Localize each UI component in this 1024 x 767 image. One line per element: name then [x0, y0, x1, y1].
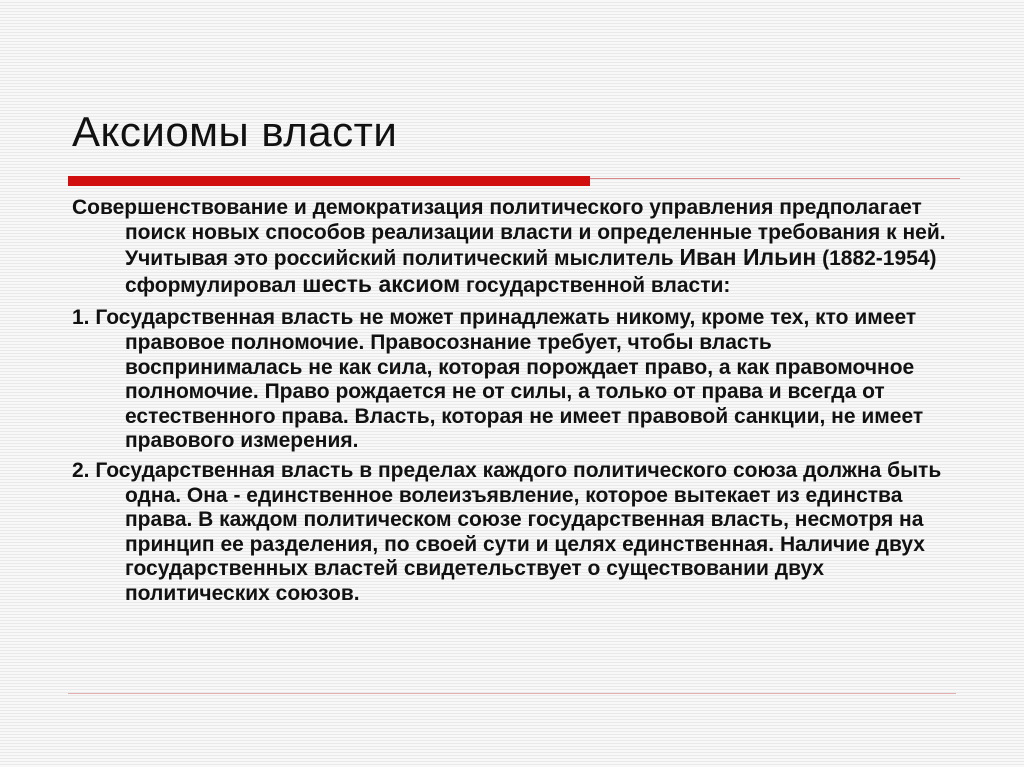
title-underline-thin	[590, 178, 960, 179]
intro-name: Иван Ильин	[679, 244, 817, 271]
title-underline-accent	[68, 176, 590, 186]
intro-text-part2: (1882-1954) сформулировал	[125, 247, 937, 297]
intro-text-part3: государственной власти:	[460, 273, 731, 297]
footer-divider	[68, 693, 956, 694]
slide-body	[72, 196, 952, 612]
intro-text-part1: Совершенствование и демократизация политического управления предполагает поиск новых способов реализации власти и определенные требования к ней. Учитывая это российский политический мыслитель	[72, 196, 946, 271]
intro-emphasis: шесть аксиом	[302, 270, 461, 297]
axiom-2-paragraph: 2. Государственная власть в пределах каждого политического союза должна быть одна. Она - единственное волеизъявление, которое вытекает из единства права. В каждом политическом союзе государственная власть, несмотря на принцип ее разделения, по своей сути и целях единственная. Наличие двух государственных властей свидетельствует о существовании двух политических союзов.	[72, 458, 942, 605]
slide-title: Аксиомы власти	[72, 108, 398, 155]
intro-paragraph	[72, 196, 952, 298]
axiom-1-paragraph: 1. Государственная власть не может принадлежать никому, кроме тех, кто имеет правовое полномочие. Правосознание требует, чтобы власть воспринималась не как сила, которая порождает право, а как правомочное полномочие. Право рождается не от силы, а только от права и всегда от естественного права. Власть, которая не имеет правовой санкции, не имеет правового измерения.	[72, 306, 924, 453]
